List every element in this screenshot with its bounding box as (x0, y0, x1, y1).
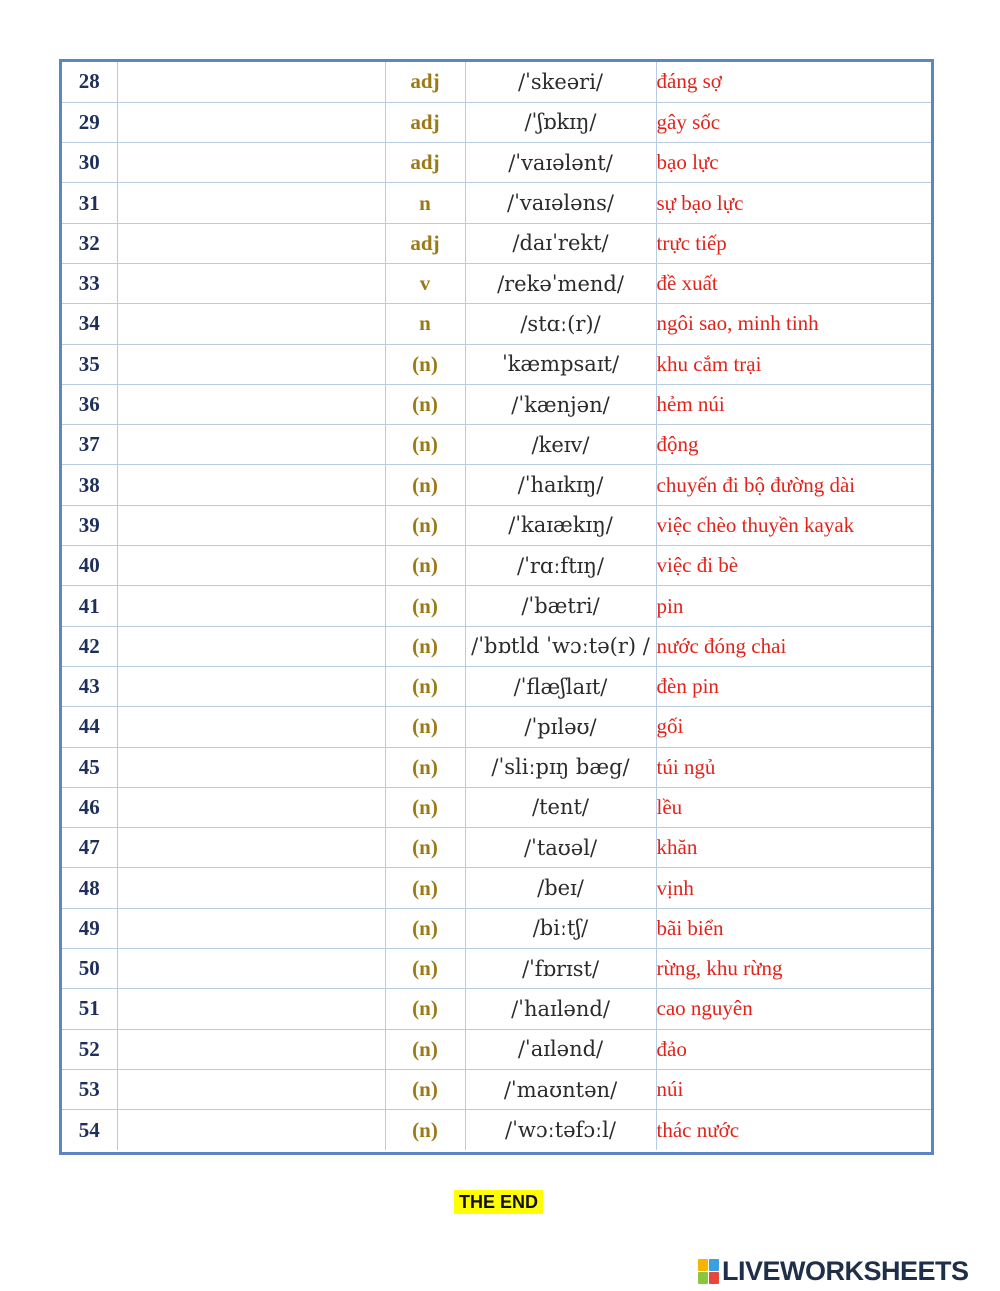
liveworksheets-logo-text: LIVEWORKSHEETS (722, 1255, 969, 1286)
vocab-pronunciation: /ˈkaɪækɪŋ/ (465, 505, 656, 545)
vocab-part-of-speech: adj (385, 62, 465, 102)
vocab-number: 47 (62, 828, 117, 868)
the-end-label: THE END (454, 1190, 543, 1214)
vocabulary-table-body (62, 62, 931, 1150)
vocab-row (62, 828, 931, 868)
vocab-pronunciation: /biːtʃ/ (465, 908, 656, 948)
vocab-row (62, 586, 931, 626)
vocab-row (62, 1069, 931, 1109)
vocab-part-of-speech: (n) (385, 666, 465, 706)
vocab-meaning: núi (656, 1069, 931, 1109)
vocab-part-of-speech: v (385, 263, 465, 303)
vocab-meaning: bạo lực (656, 143, 931, 183)
vocab-row (62, 384, 931, 424)
vocab-pronunciation: /ˈvaɪələnt/ (465, 143, 656, 183)
vocab-pronunciation: /stɑː(r)/ (465, 304, 656, 344)
vocab-meaning: rừng, khu rừng (656, 949, 931, 989)
vocab-row (62, 425, 931, 465)
vocab-row (62, 102, 931, 142)
vocab-part-of-speech: (n) (385, 949, 465, 989)
vocab-word-blank[interactable] (117, 949, 385, 989)
vocab-meaning: ngôi sao, minh tinh (656, 304, 931, 344)
vocab-row (62, 989, 931, 1029)
vocab-pronunciation: /ˈaɪlənd/ (465, 1029, 656, 1069)
logo-tile-2 (709, 1259, 719, 1271)
vocab-word-blank[interactable] (117, 304, 385, 344)
vocab-row (62, 304, 931, 344)
vocab-row (62, 183, 931, 223)
vocab-word-blank[interactable] (117, 505, 385, 545)
vocab-meaning: túi ngủ (656, 747, 931, 787)
vocab-row (62, 223, 931, 263)
vocab-row (62, 1110, 931, 1150)
vocab-number: 38 (62, 465, 117, 505)
vocab-row (62, 263, 931, 303)
vocab-pronunciation: /beɪ/ (465, 868, 656, 908)
vocab-part-of-speech: (n) (385, 707, 465, 747)
vocab-word-blank[interactable] (117, 908, 385, 948)
vocabulary-table (62, 62, 931, 1150)
vocab-meaning: động (656, 425, 931, 465)
vocab-pronunciation: /ˈskeəri/ (465, 62, 656, 102)
vocab-meaning: đảo (656, 1029, 931, 1069)
vocab-row (62, 747, 931, 787)
vocab-meaning: việc đi bè (656, 546, 931, 586)
vocab-part-of-speech: (n) (385, 546, 465, 586)
vocab-word-blank[interactable] (117, 425, 385, 465)
vocab-part-of-speech: n (385, 183, 465, 223)
vocab-number: 42 (62, 626, 117, 666)
vocab-meaning: khu cắm trại (656, 344, 931, 384)
vocab-pronunciation: /ˈwɔːtəfɔːl/ (465, 1110, 656, 1150)
vocab-meaning: đáng sợ (656, 62, 931, 102)
vocab-part-of-speech: (n) (385, 747, 465, 787)
vocab-pronunciation: /rekəˈmend/ (465, 263, 656, 303)
vocab-meaning: pin (656, 586, 931, 626)
vocab-number: 33 (62, 263, 117, 303)
vocab-pronunciation: /ˈkænjən/ (465, 384, 656, 424)
vocab-number: 50 (62, 949, 117, 989)
vocab-pronunciation: /ˈpɪləʊ/ (465, 707, 656, 747)
vocab-word-blank[interactable] (117, 1069, 385, 1109)
vocab-number: 49 (62, 908, 117, 948)
vocab-meaning: gối (656, 707, 931, 747)
vocab-word-blank[interactable] (117, 1110, 385, 1150)
vocab-word-blank[interactable] (117, 344, 385, 384)
vocab-row (62, 868, 931, 908)
vocab-meaning: chuyến đi bộ đường dài (656, 465, 931, 505)
vocab-number: 46 (62, 787, 117, 827)
liveworksheets-logo (698, 1256, 969, 1286)
vocab-part-of-speech: (n) (385, 425, 465, 465)
vocab-pronunciation: /ˈvaɪələns/ (465, 183, 656, 223)
vocab-row (62, 546, 931, 586)
vocab-row (62, 505, 931, 545)
vocab-part-of-speech: (n) (385, 868, 465, 908)
logo-tile-1 (698, 1259, 708, 1271)
vocab-pronunciation: /ˈfɒrɪst/ (465, 949, 656, 989)
vocab-part-of-speech: (n) (385, 989, 465, 1029)
vocab-pronunciation: /ˈʃɒkɪŋ/ (465, 102, 656, 142)
vocab-number: 36 (62, 384, 117, 424)
vocab-number: 54 (62, 1110, 117, 1150)
vocab-part-of-speech: (n) (385, 344, 465, 384)
vocab-meaning: việc chèo thuyền kayak (656, 505, 931, 545)
vocab-number: 53 (62, 1069, 117, 1109)
vocab-word-blank[interactable] (117, 868, 385, 908)
vocab-row (62, 666, 931, 706)
vocab-number: 40 (62, 546, 117, 586)
vocab-pronunciation: /keɪv/ (465, 425, 656, 465)
vocab-number: 28 (62, 62, 117, 102)
vocab-pronunciation: /ˈbætri/ (465, 586, 656, 626)
vocab-number: 30 (62, 143, 117, 183)
vocab-part-of-speech: (n) (385, 1069, 465, 1109)
vocab-part-of-speech: (n) (385, 1110, 465, 1150)
vocab-row (62, 707, 931, 747)
vocab-part-of-speech: adj (385, 143, 465, 183)
vocab-word-blank[interactable] (117, 183, 385, 223)
vocab-row (62, 949, 931, 989)
vocab-word-blank[interactable] (117, 626, 385, 666)
vocab-meaning: sự bạo lực (656, 183, 931, 223)
vocab-meaning: gây sốc (656, 102, 931, 142)
vocab-word-blank[interactable] (117, 586, 385, 626)
vocabulary-table-frame (59, 59, 934, 1155)
vocab-part-of-speech: (n) (385, 586, 465, 626)
vocab-word-blank[interactable] (117, 143, 385, 183)
vocab-pronunciation: /ˈhaɪlənd/ (465, 989, 656, 1029)
vocab-number: 31 (62, 183, 117, 223)
vocab-word-blank[interactable] (117, 223, 385, 263)
vocab-meaning: vịnh (656, 868, 931, 908)
vocab-word-blank[interactable] (117, 465, 385, 505)
vocab-number: 43 (62, 666, 117, 706)
vocab-row (62, 1029, 931, 1069)
vocab-part-of-speech: (n) (385, 1029, 465, 1069)
vocab-pronunciation: /daɪˈrekt/ (465, 223, 656, 263)
vocab-part-of-speech: adj (385, 223, 465, 263)
vocab-part-of-speech: (n) (385, 384, 465, 424)
vocab-meaning: khăn (656, 828, 931, 868)
vocab-number: 34 (62, 304, 117, 344)
vocab-pronunciation: ˈkæmpsaɪt/ (465, 344, 656, 384)
vocab-word-blank[interactable] (117, 546, 385, 586)
vocab-number: 41 (62, 586, 117, 626)
vocab-part-of-speech: (n) (385, 908, 465, 948)
vocab-word-blank[interactable] (117, 263, 385, 303)
vocab-word-blank[interactable] (117, 1029, 385, 1069)
vocab-number: 44 (62, 707, 117, 747)
liveworksheets-logo-icon (698, 1259, 719, 1284)
vocab-word-blank[interactable] (117, 989, 385, 1029)
vocab-pronunciation: /ˈmaʊntən/ (465, 1069, 656, 1109)
vocab-pronunciation: /ˈsliːpɪŋ bæg/ (465, 747, 656, 787)
logo-tile-4 (709, 1272, 719, 1284)
vocab-meaning: nước đóng chai (656, 626, 931, 666)
vocab-meaning: đèn pin (656, 666, 931, 706)
vocab-word-blank[interactable] (117, 384, 385, 424)
vocab-part-of-speech: (n) (385, 626, 465, 666)
vocab-part-of-speech: (n) (385, 828, 465, 868)
vocab-word-blank[interactable] (117, 102, 385, 142)
vocab-pronunciation: /ˈtaʊəl/ (465, 828, 656, 868)
vocab-part-of-speech: (n) (385, 787, 465, 827)
vocab-meaning: bãi biển (656, 908, 931, 948)
vocab-number: 29 (62, 102, 117, 142)
vocab-pronunciation: /ˈrɑːftɪŋ/ (465, 546, 656, 586)
vocab-number: 52 (62, 1029, 117, 1069)
vocab-meaning: trực tiếp (656, 223, 931, 263)
vocab-pronunciation: /ˈbɒtld ˈwɔːtə(r) / (465, 626, 656, 666)
vocab-word-blank[interactable] (117, 747, 385, 787)
vocab-number: 35 (62, 344, 117, 384)
vocab-row (62, 787, 931, 827)
vocab-number: 45 (62, 747, 117, 787)
vocab-meaning: thác nước (656, 1110, 931, 1150)
vocab-number: 32 (62, 223, 117, 263)
vocab-row (62, 626, 931, 666)
vocab-row (62, 62, 931, 102)
vocab-row (62, 908, 931, 948)
vocab-pronunciation: /tent/ (465, 787, 656, 827)
vocab-word-blank[interactable] (117, 787, 385, 827)
vocab-row (62, 143, 931, 183)
vocab-pronunciation: /ˈhaɪkɪŋ/ (465, 465, 656, 505)
vocab-meaning: cao nguyên (656, 989, 931, 1029)
vocab-meaning: lều (656, 787, 931, 827)
vocab-part-of-speech: (n) (385, 505, 465, 545)
logo-tile-3 (698, 1272, 708, 1284)
vocab-number: 48 (62, 868, 117, 908)
vocab-meaning: hẻm núi (656, 384, 931, 424)
vocab-part-of-speech: (n) (385, 465, 465, 505)
vocab-number: 51 (62, 989, 117, 1029)
vocab-word-blank[interactable] (117, 707, 385, 747)
vocab-word-blank[interactable] (117, 62, 385, 102)
vocab-row (62, 344, 931, 384)
vocab-word-blank[interactable] (117, 828, 385, 868)
vocab-part-of-speech: adj (385, 102, 465, 142)
vocab-pronunciation: /ˈflæʃlaɪt/ (465, 666, 656, 706)
vocab-number: 37 (62, 425, 117, 465)
vocab-row (62, 465, 931, 505)
vocab-part-of-speech: n (385, 304, 465, 344)
vocab-word-blank[interactable] (117, 666, 385, 706)
vocab-number: 39 (62, 505, 117, 545)
vocab-meaning: đề xuất (656, 263, 931, 303)
